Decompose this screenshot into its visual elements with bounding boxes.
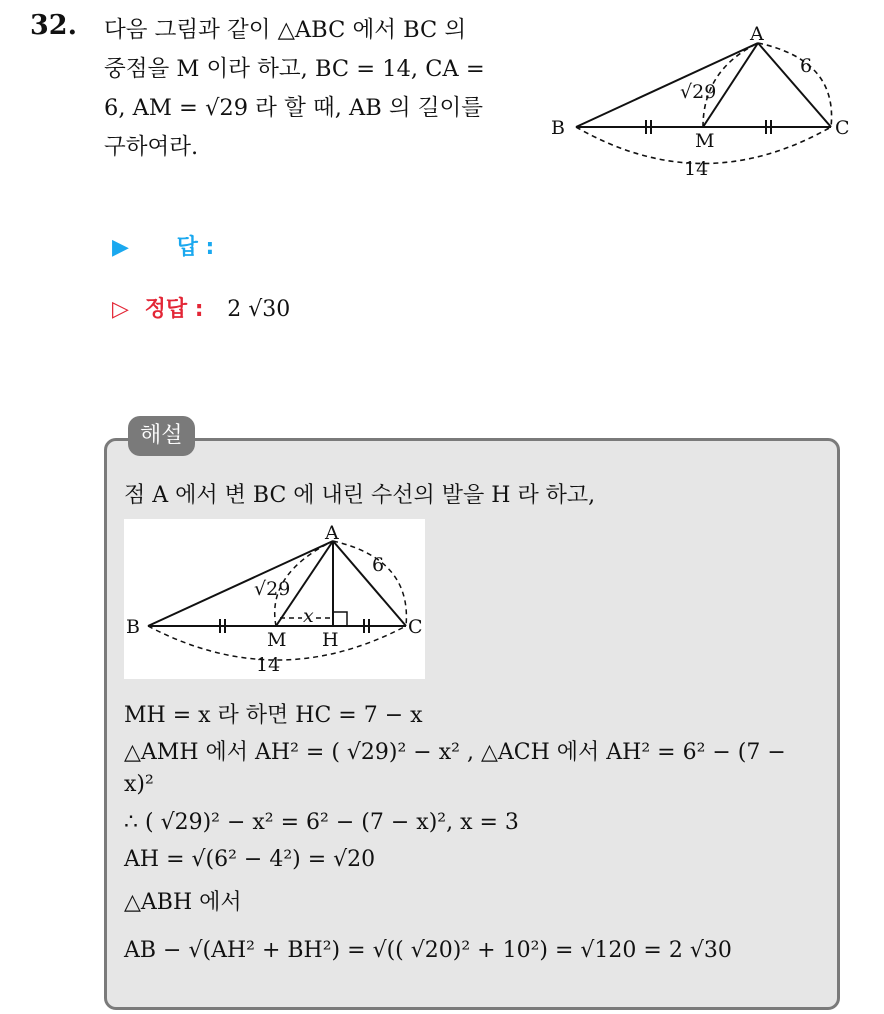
solution-step-5: △ABH 에서	[124, 890, 242, 915]
solution-tag: 해설	[128, 416, 195, 456]
fig2-label-a: A	[325, 522, 339, 544]
solution-intro: 점 A 에서 변 BC 에 내린 수선의 발을 H 라 하고,	[124, 483, 596, 508]
label-b: B	[551, 117, 565, 139]
label-ca-length: 6	[800, 55, 813, 77]
answer-label: 답 :	[176, 235, 215, 260]
label-am-length: √29	[680, 81, 717, 103]
label-bc-length: 14	[684, 158, 709, 180]
fig2-label-am-length: √29	[254, 578, 291, 600]
correct-label: 정답 :	[144, 297, 204, 322]
solution-step-6: AB − √(AH² + BH²) = √(( √20)² + 10²) = √120 = 2 √30	[124, 938, 732, 963]
question-line-4: 구하여라.	[104, 134, 199, 160]
fig2-label-mh: x	[303, 605, 314, 627]
solution-step-4: AH = √(6² − 4²) = √20	[124, 847, 376, 872]
question-number: 32.	[30, 10, 77, 41]
triangle-figure	[548, 20, 858, 185]
label-m: M	[695, 130, 715, 152]
correct-marker: ▷	[112, 297, 129, 322]
answer-marker: ▶	[112, 235, 129, 260]
fig2-label-bc-length: 14	[256, 654, 281, 676]
fig2-label-b: B	[126, 616, 140, 638]
fig2-label-c: C	[408, 616, 423, 638]
solution-step-1: MH = x 라 하면 HC = 7 − x	[124, 703, 423, 728]
solution-step-2a: △AMH 에서 AH² = ( √29)² − x² , △ACH 에서 AH² = 6² − (7 −	[124, 740, 786, 765]
answer-row	[112, 230, 214, 261]
fig2-label-ca-length: 6	[372, 554, 385, 576]
solution-step-3: ∴ ( √29)² − x² = 6² − (7 − x)², x = 3	[124, 810, 519, 835]
solution-step-2b: x)²	[124, 772, 154, 797]
label-a: A	[750, 23, 764, 45]
correct-value: 2 √30	[227, 297, 291, 322]
question-line-2: 중점을 M 이라 하고, BC = 14, CA =	[104, 56, 485, 82]
solution-triangle-figure	[124, 519, 425, 679]
fig2-label-m: M	[267, 629, 287, 651]
label-c: C	[835, 117, 850, 139]
question-line-1: 다음 그림과 같이 △ABC 에서 BC 의	[104, 17, 467, 43]
question-line-3: 6, AM = √29 라 할 때, AB 의 길이를	[104, 95, 484, 121]
fig2-label-h: H	[322, 629, 339, 651]
correct-answer-row	[112, 292, 290, 323]
